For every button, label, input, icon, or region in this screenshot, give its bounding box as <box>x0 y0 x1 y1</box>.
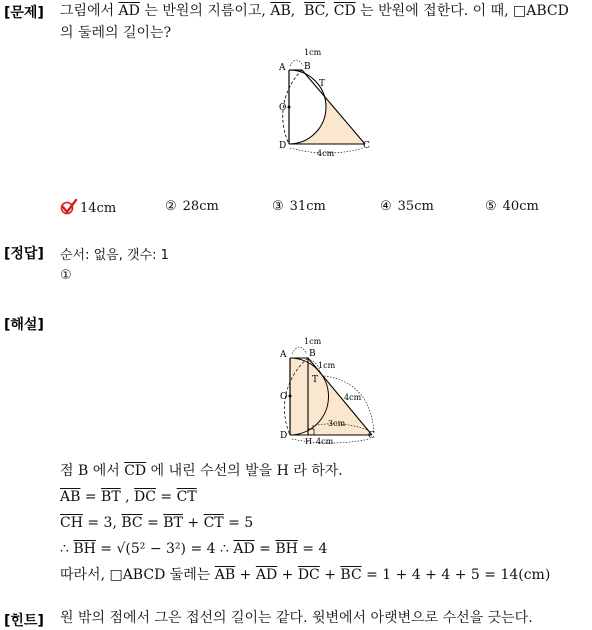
figure-1-label-top: 1cm <box>304 48 322 57</box>
figure-1-label-bottom: 4cm <box>317 149 335 158</box>
explanation-line-5: 따라서, □ABCD 둘레는 $\overline{AB} + \overline{AD} + \overline{DC} + \overline{BC} = 1 + 4 + 4 + 5 = 14(cm)$ <box>60 567 551 583</box>
figure-2-diagram <box>272 334 382 446</box>
figure-2-label-d: D <box>280 431 288 441</box>
check-mark-icon <box>60 199 78 215</box>
choice-4-text: 35cm <box>397 199 434 214</box>
choice-5[interactable] <box>485 199 539 214</box>
figure-1-diagram <box>270 44 380 158</box>
explanation-line-3: $\overline{CH} = 3$, $\overline{BC} = \overline{BT} + \overline{CT} = 5$ <box>60 515 254 531</box>
explanation-line-4: ∴ $\overline{BH} = √(5^2 - 3^2) = 4$ ∴ $\overline{AD} = \overline{BH} = 4$ <box>60 541 328 557</box>
choice-4-number: ④ <box>380 199 392 214</box>
choice-3-number: ③ <box>272 199 284 214</box>
explanation-tag: [해설] <box>4 317 44 333</box>
choice-2-number: ② <box>165 199 177 214</box>
explanation-line-1: 점 B 에서 $\overline{CD}$ 에 내린 수선의 발을 H 라 하자. <box>60 463 343 479</box>
figure-2-label-c: C <box>368 431 375 441</box>
explanation-line-2: $\overline{AB} = \overline{BT}$ , $\overline{DC} = \overline{CT}$ <box>60 489 197 505</box>
problem-tag: [문제] <box>4 5 44 21</box>
problem-line-2: 의 둘레의 길이는? <box>60 25 172 41</box>
figure-2-label-top: 1cm <box>304 337 322 346</box>
figure-2-label-t: T <box>312 375 319 385</box>
choice-2[interactable] <box>165 199 219 214</box>
figure-2-label-o: O <box>280 392 288 402</box>
figure-2-label-bottom: 4cm <box>316 437 334 446</box>
answer-tag: [정답] <box>4 246 44 262</box>
answer-line-2: ① <box>60 268 72 283</box>
figure-1-label-a: A <box>279 63 286 73</box>
problem-line-1: 그림에서 $\overline{AD}$ 는 반원의 지름이고, $\overline{AB}$, $\overline{BC}$, $\overline{CD}$ 는 반원에 접한다. 이 때, □ABCD <box>60 3 569 19</box>
choice-1[interactable] <box>60 199 116 216</box>
figure-2-label-h: H <box>305 437 312 446</box>
hint-tag: [힌트] <box>4 613 44 629</box>
figure-1-label-b: B <box>304 62 311 72</box>
choice-3-text: 31cm <box>289 199 326 214</box>
figure-2-label-bt: 1cm <box>318 361 336 370</box>
figure-1-label-d: D <box>279 141 287 151</box>
figure-2-label-ct: 4cm <box>344 393 362 402</box>
choice-2-text: 28cm <box>182 199 219 214</box>
figure-1-label-c: C <box>363 141 370 151</box>
figure-2-label-a: A <box>280 350 287 360</box>
choice-1-text: 14cm <box>80 201 117 216</box>
choice-4[interactable] <box>380 199 434 214</box>
choice-5-text: 40cm <box>502 199 539 214</box>
figure-2-label-mid: 3cm <box>328 419 346 428</box>
figure-1-label-t: T <box>319 79 326 89</box>
figure-2-label-b: B <box>309 349 316 359</box>
figure-1-label-o: O <box>279 103 287 113</box>
choice-5-number: ⑤ <box>485 199 497 214</box>
choice-3[interactable] <box>272 199 326 214</box>
hint-text: 원 밖의 점에서 그은 접선의 길이는 같다. 윗변에서 아랫변으로 수선을 긋는다. <box>60 610 533 626</box>
answer-line-1: 순서: 없음, 갯수: 1 <box>60 248 169 263</box>
